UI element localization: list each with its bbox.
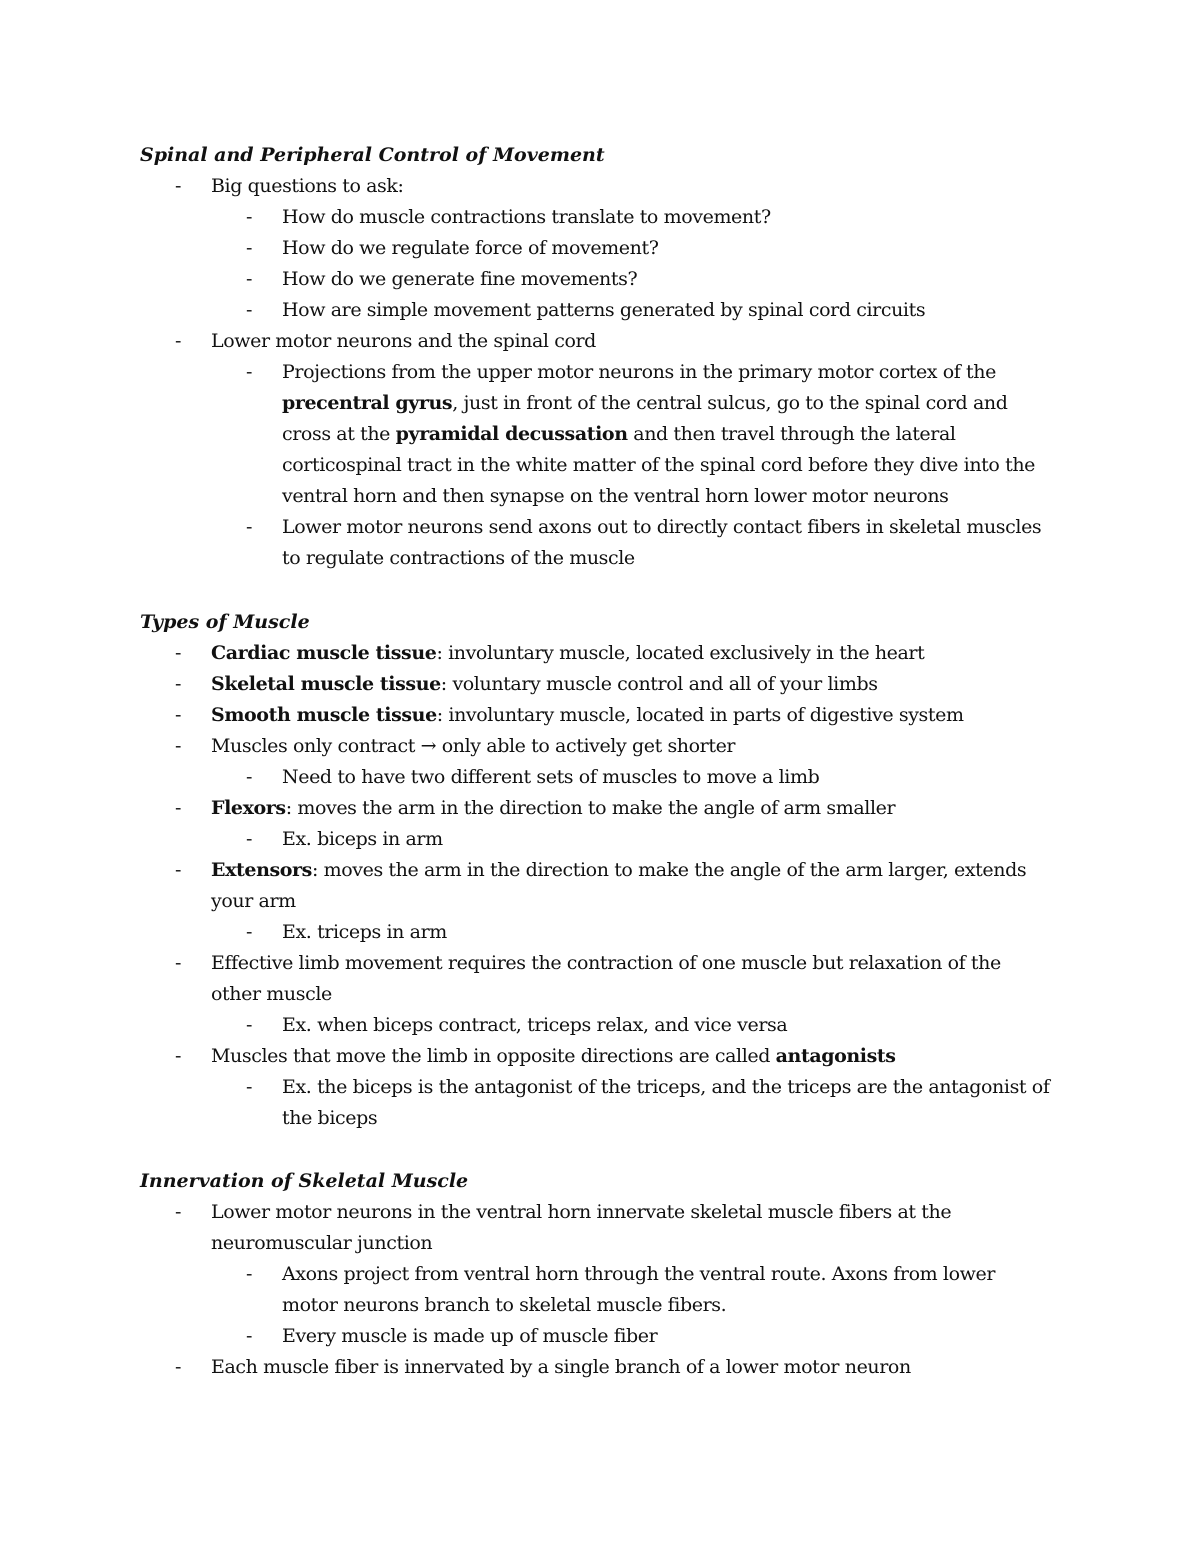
list-item-line — [211, 948, 1001, 979]
text-run: the biceps — [282, 1107, 378, 1129]
text-run: Lower motor neurons in the ventral horn innervate skeletal muscle fibers at the — [211, 1201, 952, 1223]
text-run: How are simple movement patterns generated by spinal cord circuits — [282, 299, 926, 321]
text-run: How do we regulate force of movement? — [282, 237, 659, 259]
list-item-line — [211, 731, 735, 762]
text-run: Need to have two different sets of muscles to move a limb — [282, 766, 820, 788]
bullet-dash: - — [175, 175, 182, 197]
bullet-dash: - — [246, 268, 253, 290]
text-run: : moves the arm in the direction to make the angle of the arm larger, extends — [311, 859, 1027, 881]
bullet-dash: - — [246, 921, 253, 943]
bullet-dash: - — [246, 237, 253, 259]
list-item-line — [282, 202, 771, 233]
section-heading: Types of Muscle — [140, 611, 310, 633]
bullet-dash: - — [175, 704, 182, 726]
text-run: neuromuscular junction — [211, 1232, 433, 1254]
bold-term: Smooth muscle tissue — [211, 704, 437, 726]
list-item-line — [282, 1290, 726, 1321]
list-item-line — [211, 886, 296, 917]
text-run: other muscle — [211, 983, 332, 1005]
text-run: Every muscle is made up of muscle fiber — [282, 1325, 658, 1347]
text-run: Ex. the biceps is the antagonist of the triceps, and the triceps are the antagonist of — [282, 1076, 1050, 1098]
list-item-line — [282, 543, 635, 574]
list-item-line — [282, 357, 996, 388]
list-item-line — [282, 295, 925, 326]
bullet-dash: - — [175, 1045, 182, 1067]
bullet-dash: - — [175, 859, 182, 881]
bullet-dash: - — [175, 797, 182, 819]
text-run: Projections from the upper motor neurons in the primary motor cortex of the — [282, 361, 996, 383]
list-item-line — [211, 1228, 432, 1259]
list-item-line — [211, 855, 1026, 886]
text-run: Axons project from ventral horn through the ventral route. Axons from lower — [282, 1263, 995, 1285]
list-item-line — [282, 264, 637, 295]
bold-term: Cardiac muscle tissue — [211, 642, 437, 664]
bullet-dash: - — [246, 299, 253, 321]
bullet-dash: - — [246, 766, 253, 788]
bullet-dash: - — [246, 1014, 253, 1036]
text-run: cross at the — [282, 423, 396, 445]
list-item-line — [282, 450, 1035, 481]
text-run: Muscles that move the limb in opposite directions are called — [211, 1045, 776, 1067]
text-run: corticospinal tract in the white matter of the spinal cord before they dive into the — [282, 454, 1036, 476]
list-item-line — [211, 1041, 896, 1072]
list-item-line — [282, 419, 956, 450]
list-item-line — [282, 1321, 657, 1352]
section-heading: Spinal and Peripheral Control of Movement — [140, 144, 605, 166]
text-run: How do muscle contractions translate to movement? — [282, 206, 771, 228]
text-run: to regulate contractions of the muscle — [282, 547, 635, 569]
text-run: Lower motor neurons send axons out to directly contact fibers in skeletal muscles — [282, 516, 1042, 538]
text-run: : involuntary muscle, located in parts of digestive system — [436, 704, 964, 726]
bullet-dash: - — [246, 828, 253, 850]
text-run: and then travel through the lateral — [627, 423, 956, 445]
bullet-dash: - — [175, 673, 182, 695]
list-item-line — [282, 824, 443, 855]
bullet-dash: - — [246, 361, 253, 383]
bold-term: antagonists — [775, 1045, 896, 1067]
list-item-line — [211, 1197, 951, 1228]
list-item-line — [282, 481, 949, 512]
bullet-dash: - — [246, 1076, 253, 1098]
text-run: Big questions to ask: — [211, 175, 404, 197]
list-item-line — [211, 700, 964, 731]
list-item-line — [282, 917, 447, 948]
list-item-line — [282, 1103, 377, 1134]
bullet-dash: - — [246, 1263, 253, 1285]
text-run: , just in front of the central sulcus, go to the spinal cord and — [452, 392, 1008, 414]
bold-term: Skeletal muscle tissue — [211, 673, 441, 695]
list-item-line — [282, 1259, 995, 1290]
bullet-dash: - — [246, 1325, 253, 1347]
text-run: Each muscle fiber is innervated by a single branch of a lower motor neuron — [211, 1356, 911, 1378]
text-run: Ex. when biceps contract, triceps relax, and vice versa — [282, 1014, 788, 1036]
list-item-line — [211, 793, 895, 824]
bold-term: Flexors — [211, 797, 286, 819]
text-run: Ex. triceps in arm — [282, 921, 447, 943]
list-item-line — [211, 638, 924, 669]
bullet-dash: - — [175, 1356, 182, 1378]
text-run: : involuntary muscle, located exclusively in the heart — [436, 642, 925, 664]
list-item-line — [282, 512, 1041, 543]
list-item-line — [211, 1352, 911, 1383]
bullet-dash: - — [175, 735, 182, 757]
list-item-line — [282, 233, 659, 264]
list-item-line — [211, 669, 878, 700]
bold-term: pyramidal decussation — [395, 423, 628, 445]
bullet-dash: - — [246, 206, 253, 228]
list-item-line — [282, 762, 819, 793]
list-item-line — [282, 1010, 787, 1041]
text-run: your arm — [211, 890, 296, 912]
text-run: ventral horn and then synapse on the ventral horn lower motor neurons — [282, 485, 949, 507]
text-run: Lower motor neurons and the spinal cord — [211, 330, 596, 352]
bold-term: precentral gyrus — [282, 392, 453, 414]
list-item-line — [211, 979, 332, 1010]
bullet-dash: - — [175, 330, 182, 352]
list-item-line — [282, 1072, 1049, 1103]
list-item-line — [211, 171, 404, 202]
list-item-line — [282, 388, 1007, 419]
text-run: Ex. biceps in arm — [282, 828, 443, 850]
text-run: motor neurons branch to skeletal muscle fibers. — [282, 1294, 727, 1316]
bullet-dash: - — [175, 642, 182, 664]
bullet-dash: - — [246, 516, 253, 538]
bullet-dash: - — [175, 1201, 182, 1223]
bullet-dash: - — [175, 952, 182, 974]
text-run: : moves the arm in the direction to make the angle of arm smaller — [285, 797, 896, 819]
list-item-line — [211, 326, 596, 357]
text-run: Effective limb movement requires the contraction of one muscle but relaxation of the — [211, 952, 1001, 974]
text-run: Muscles only contract → only able to actively get shorter — [211, 735, 736, 757]
text-run: : voluntary muscle control and all of your limbs — [440, 673, 878, 695]
text-run: How do we generate fine movements? — [282, 268, 638, 290]
bold-term: Extensors — [211, 859, 312, 881]
section-heading: Innervation of Skeletal Muscle — [140, 1170, 469, 1192]
